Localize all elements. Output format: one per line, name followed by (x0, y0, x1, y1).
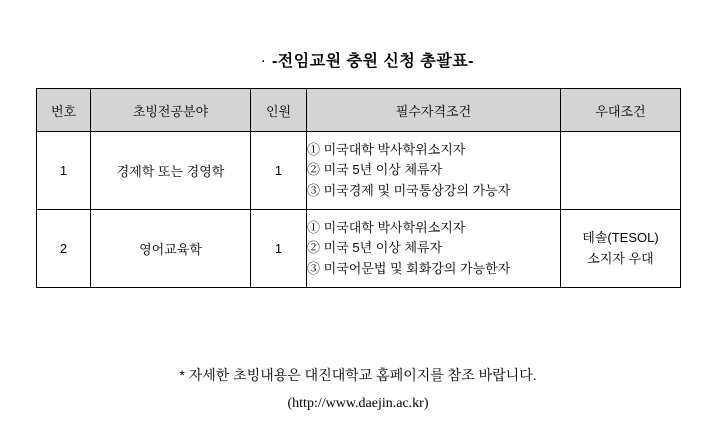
table-row (37, 132, 681, 210)
cell-count: 1 (251, 210, 307, 288)
requirement-line: ③ 미국어문법 및 회화강의 가능한자 (307, 260, 511, 276)
cell-field: 경제학 또는 경영학 (91, 132, 251, 210)
cell-preferred (561, 132, 681, 210)
column-header-requirements: 필수자격조건 (307, 89, 561, 132)
table-row (37, 210, 681, 288)
column-header-no: 번호 (37, 89, 91, 132)
cell-requirements (307, 210, 561, 288)
title-bullet: · (261, 55, 266, 68)
column-header-count: 인원 (251, 89, 307, 132)
table-header-row (37, 89, 681, 132)
requirement-line: ③ 미국경제 및 미국통상강의 가능자 (307, 182, 511, 198)
cell-count: 1 (251, 132, 307, 210)
table-body (37, 132, 681, 288)
cell-field: 영어교육학 (91, 210, 251, 288)
cell-no: 1 (37, 132, 91, 210)
preferred-line: 테솔(TESOL) (582, 230, 659, 246)
summary-table (36, 88, 681, 288)
cell-preferred (561, 210, 681, 288)
column-header-field: 초빙전공분야 (91, 89, 251, 132)
requirement-line: ② 미국 5년 이상 체류자 (307, 162, 443, 178)
preferred-line: 소지자 우대 (587, 250, 654, 266)
title-text: -전임교원 충원 신청 총괄표- (271, 53, 474, 70)
column-header-preferred: 우대조건 (561, 89, 681, 132)
requirement-line: ① 미국대학 박사학위소지자 (307, 220, 466, 236)
requirement-line: ② 미국 5년 이상 체류자 (307, 240, 443, 256)
page-title (0, 30, 716, 89)
summary-table-container (36, 88, 680, 288)
table-header (37, 89, 681, 132)
homepage-url: (http://www.daejin.ac.kr) (287, 396, 429, 411)
cell-requirements (307, 132, 561, 210)
cell-no: 2 (37, 210, 91, 288)
requirement-line: ① 미국대학 박사학위소지자 (307, 142, 466, 158)
footnote-text: * 자세한 초빙내용은 대진대학교 홈페이지를 참조 바랍니다. (179, 367, 537, 383)
